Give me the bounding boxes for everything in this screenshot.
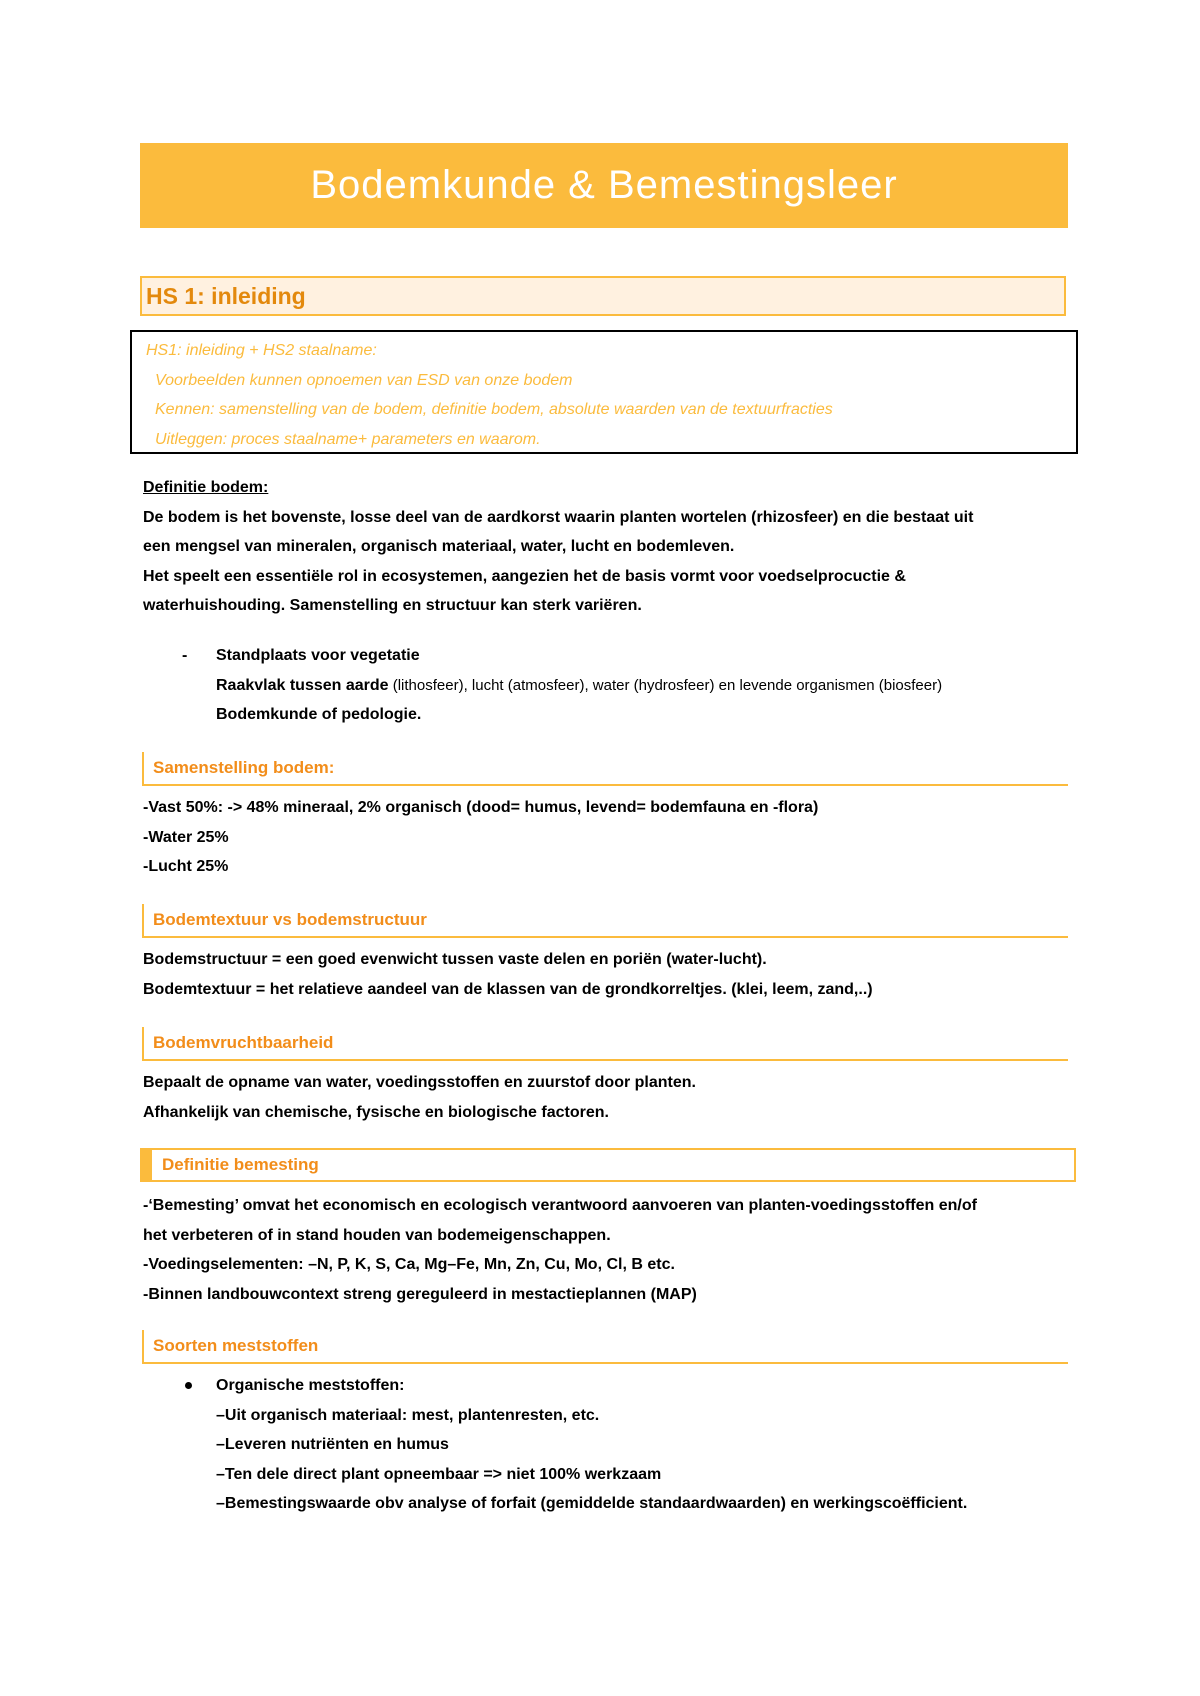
samenstelling-heading: Samenstelling bodem: <box>153 758 335 777</box>
meststoffen-section <box>216 1371 967 1519</box>
paragraph-line: -Vast 50%: -> 48% mineraal, 2% organisch (dood= humus, levend= bodemfauna en -flora) <box>143 799 819 816</box>
document-title: Bodemkunde & Bemestingsleer <box>310 163 898 207</box>
paragraph-line: een mengsel van mineralen, organisch materiaal, water, lucht en bodemleven. <box>143 538 735 555</box>
paragraph-line: -Lucht 25% <box>143 858 229 875</box>
chapter-heading: HS 1: inleiding <box>146 282 306 309</box>
bullet-item: Organische meststoffen: <box>216 1377 405 1394</box>
paragraph-line: het verbeteren of in stand houden van bodemeigenschappen. <box>143 1226 611 1244</box>
sub-item: –Leveren nutriënten en humus <box>216 1436 449 1453</box>
paragraph-line: -Binnen landbouwcontext streng gereguleerd in mestactieplannen (MAP) <box>143 1285 697 1303</box>
paragraph-line: Afhankelijk van chemische, fysische en biologische factoren. <box>143 1103 609 1121</box>
paragraph-line: Het speelt een essentiële rol in ecosystemen, aangezien het de basis vormt voor voedselprocuctie & <box>143 567 906 585</box>
bemesting-heading-box <box>140 1148 1076 1182</box>
textuur-heading: Bodemtextuur vs bodemstructuur <box>153 910 427 929</box>
sub-item: –Ten dele direct plant opneembaar => niet 100% werkzaam <box>216 1465 662 1483</box>
learning-goals-box <box>130 330 1078 454</box>
paragraph-line: -Water 25% <box>143 828 229 846</box>
paragraph-line: Bodemtextuur = het relatieve aandeel van de klassen van de grondkorreltjes. (klei, leem, zand,..) <box>143 980 873 998</box>
list-item <box>216 671 942 701</box>
textuur-heading-box <box>142 904 1068 938</box>
list-item-bold: Raakvlak tussen aarde <box>216 676 389 694</box>
samenstelling-section <box>143 793 818 882</box>
document-title-banner <box>140 143 1068 228</box>
meststoffen-heading: Soorten meststoffen <box>153 1336 319 1355</box>
sub-item: –Uit organisch materiaal: mest, plantenresten, etc. <box>216 1406 600 1424</box>
bemesting-section <box>143 1191 977 1309</box>
bullet-icon <box>185 1382 192 1389</box>
meststoffen-heading-box <box>142 1330 1068 1364</box>
paragraph-line: Bepaalt de opname van water, voedingsstoffen en zuurstof door planten. <box>143 1074 696 1091</box>
goals-heading: HS1: inleiding + HS2 staalname: <box>146 342 377 359</box>
paragraph-line: waterhuishouding. Samenstelling en structuur kan sterk variëren. <box>143 597 642 614</box>
definitie-heading: Definitie bodem: <box>143 479 269 496</box>
vruchtbaarheid-heading: Bodemvruchtbaarheid <box>153 1033 334 1052</box>
list-dash: - <box>182 647 188 664</box>
sub-item: –Bemestingswaarde obv analyse of forfait (gemiddelde standaardwaarden) en werkingscoëfficient. <box>216 1495 968 1512</box>
vruchtbaarheid-heading-box <box>142 1027 1068 1061</box>
list-item: Bodemkunde of pedologie. <box>216 706 422 723</box>
paragraph-line: -Voedingselementen: –N, P, K, S, Ca, Mg–Fe, Mn, Zn, Cu, Mo, Cl, B etc. <box>143 1256 675 1273</box>
textuur-section <box>143 945 873 1004</box>
bemesting-heading: Definitie bemesting <box>162 1155 319 1174</box>
chapter-heading-box <box>140 276 1066 316</box>
list-item: Standplaats voor vegetatie <box>216 647 420 664</box>
definitie-list <box>216 641 942 730</box>
paragraph-line: Bodemstructuur = een goed evenwicht tussen vaste delen en poriën (water-lucht). <box>143 951 767 968</box>
paragraph-line: -‘Bemesting’ omvat het economisch en ecologisch verantwoord aanvoeren van planten-voedingsstoffen en/of <box>143 1197 977 1214</box>
samenstelling-heading-box <box>142 752 1068 786</box>
goal-line: Uitleggen: proces staalname+ parameters en waarom. <box>155 430 541 448</box>
goal-line: Kennen: samenstelling van de bodem, definitie bodem, absolute waarden van de textuurfracties <box>155 401 833 418</box>
paragraph-line: De bodem is het bovenste, losse deel van de aardkorst waarin planten wortelen (rhizosfeer) en die bestaat uit <box>143 508 974 526</box>
vruchtbaarheid-section <box>143 1068 696 1127</box>
list-item-rest: (lithosfeer), lucht (atmosfeer), water (hydrosfeer) en levende organismen (biosfeer) <box>388 676 943 694</box>
definitie-section <box>143 473 973 621</box>
goal-line: Voorbeelden kunnen opnoemen van ESD van onze bodem <box>155 371 573 389</box>
